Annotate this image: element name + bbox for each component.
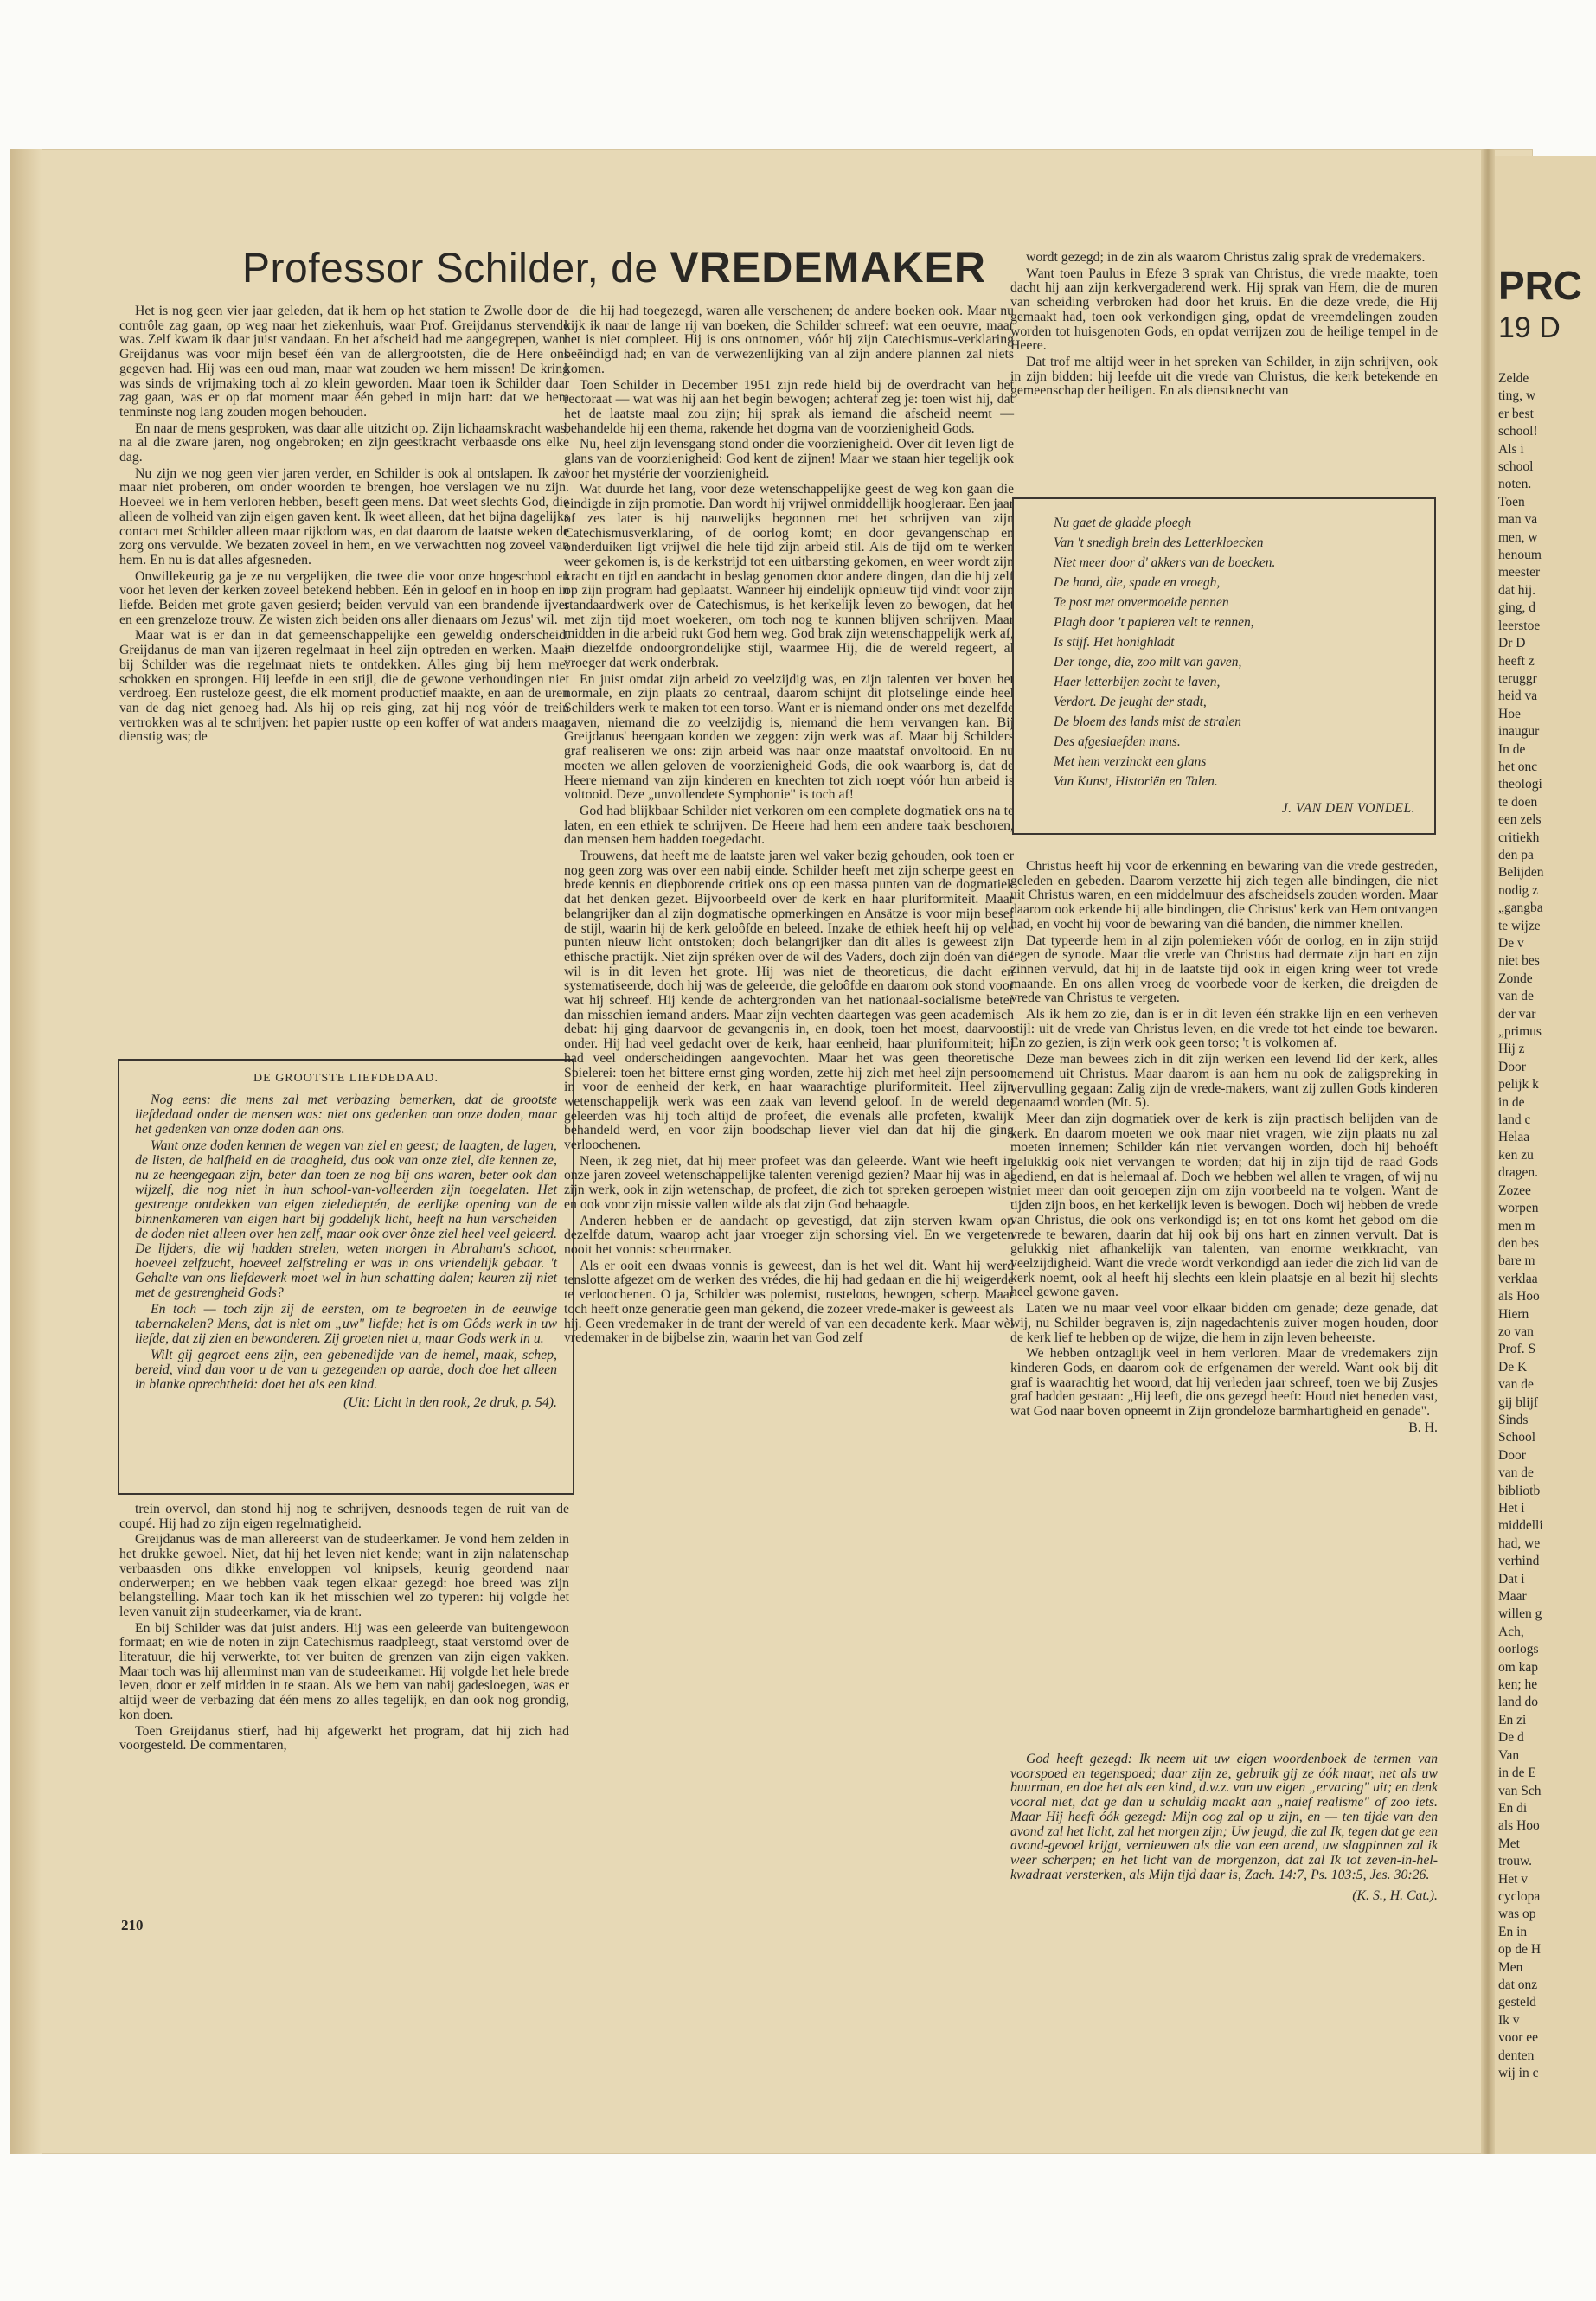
next-page-line: ging, d xyxy=(1498,600,1536,616)
next-page-line: Zelde xyxy=(1498,371,1529,386)
next-page-line: men, w xyxy=(1498,529,1538,545)
poem-line: De bloem des lands mist de stralen xyxy=(1054,715,1241,729)
next-page-line: worpen xyxy=(1498,1201,1539,1216)
next-page-line: bibliotb xyxy=(1498,1483,1541,1498)
paragraph: Greijdanus was de man allereerst van de studeerkamer. Je vond hem zelden in het drukke gewoel. Niet, dat hij het leven niet kende; want in zijn nalatenschap verbaasden ons dikke enveloppen vol knipsels, keurig geordend naar onderwerpen; en we hebben vaak tegen elkaar gezegd: hoe breed was zijn belangstelling. Maar toch kan ik het misschien wel zo typeren: hij volgde het leven vanuit zijn studeerkamer, via de krant. xyxy=(119,1532,569,1619)
next-page-line: had, we xyxy=(1498,1535,1541,1551)
paragraph: Want toen Paulus in Efeze 3 sprak van Christus, die vrede maakte, toen dacht hij aan zijn kerkvergaderend werk. Hij sprak van Hem, die de muren van scheiding verbroken had door het kruis. En die deze vrede, die Hij gemaakt had, toen ook verkondigen ging, opdat de vreemdelingen zouden worden tot huisgenoten Gods, en opdat verrijzen zou de heilige tempel in de Heere. xyxy=(1010,266,1438,354)
next-page-line: Dat i xyxy=(1498,1571,1525,1586)
next-page-line: men m xyxy=(1498,1218,1535,1234)
next-page-line: om kap xyxy=(1498,1659,1539,1675)
next-page-line: te doen xyxy=(1498,794,1538,810)
paragraph: Anderen hebben er de aandacht op gevestigd, dat zijn sterven kwam op dezelfde datum, waarop acht jaar vroeger zijn schorsing viel. En we vergeten nooit het vonnis: scheurmaker. xyxy=(564,1213,1014,1257)
next-page-line: Hoe xyxy=(1498,706,1521,721)
title-emphasis: VREDEMAKER xyxy=(670,243,987,292)
next-page-column xyxy=(1498,370,1593,2082)
poem-line: De hand, die, spade en vroegh, xyxy=(1054,575,1221,590)
page-number: 210 xyxy=(121,1917,144,1933)
next-page-line: „primus xyxy=(1498,1024,1542,1040)
next-page-line: den pa xyxy=(1498,847,1534,862)
column-1-top xyxy=(119,304,569,747)
signature: B. H. xyxy=(1408,1420,1438,1435)
paragraph: Nu zijn we nog geen vier jaren verder, en Schilder is ook al ontslapen. Ik zal maar niet proberen, om onder woorden te brengen, hoe verslagen we nu zijn. Hoeveel we in hem verloren hebben, beseft geen mens. Dat weet slechts God, die alleen de volheid van zijn eigen gaven kent. Ik weet alleen, dat het bijna dagelijks contact met Schilder alleen maar rijkdom was, en dat daarom de laatste weken de zorg ons vervulde. We bezaten zoveel in hem, en we verwachtten nog zoveel van hem. En nu is dat alles afgesneden. xyxy=(119,465,569,567)
next-page-line: dragen. xyxy=(1498,1165,1539,1181)
poem-line: Haer letterbijen zocht te laven, xyxy=(1054,675,1221,689)
next-page-line: Door xyxy=(1498,1059,1526,1074)
next-page-line: Hiern xyxy=(1498,1306,1529,1322)
next-page-line: Prof. S xyxy=(1498,1342,1536,1357)
poem-author: J. VAN DEN VONDEL. xyxy=(1281,801,1415,816)
next-page-line: Men xyxy=(1498,1959,1523,1975)
column-3-middle xyxy=(1010,860,1438,1435)
next-page-line: Ik v xyxy=(1498,2012,1520,2028)
next-page-line: verhind xyxy=(1498,1554,1540,1569)
next-page-line: te wijze xyxy=(1498,918,1541,933)
poem-line: Verdort. De jeught der stadt, xyxy=(1054,695,1207,709)
closing-quote xyxy=(1010,1753,1438,1904)
next-page-line: zo van xyxy=(1498,1324,1534,1339)
next-page-line: van de xyxy=(1498,989,1534,1004)
next-page-line: Belijden xyxy=(1498,865,1544,881)
paragraph: Toen Schilder in December 1951 zijn rede hield bij de overdracht van het rectoraat — wat was hij aan het begin bewogen; achteraf zeg je: toen wist hij, dat het de laatste maal zou zijn; hij sprak als iemand die afscheid neemt — behandelde hij een thema, rakende het dogma van de voorzienigheid Gods. xyxy=(564,377,1014,436)
poem-line: Niet meer door d' akkers van de boecken. xyxy=(1054,555,1276,570)
paragraph: Meer dan zijn dogmatiek over de kerk is zijn practisch belijden van de kerk. En daarom moeten we ook maar niet vragen, wie zijn plaats nu zal moeten innemen; Schilder kán niet vervangen worden, doch hij behoéft gelukkig ook niet vervangen te worden; dat hij in zijn tijd de raad Gods gediend, en dat is helemaal af. Doch we hebben wel allen te vragen, of wij nu niet meer dan ooit geroepen zijn om zijn voorbeeld na te volgen. Want de tijden zijn boos, en het kerkelijk leven is bewogen. Doch wij hebben de vrede van Christus, die ook ons verkondigd is; en tot ons komt het gebod om die vrede te bewaren, daarin dat hij ook bij ons hart en zinnen vervult. Dat is gelukkig niet afhankelijk van talenten, van enorme werkkracht, van veelzijdigheid. Want die vrede wordt verkondigd aan ieder die zich lid van de kerk noemt, ook al heeft hij slechts een klein plaatsje en al bezit hij slechts heel gewone gaven. xyxy=(1010,1111,1438,1300)
next-page-line: het onc xyxy=(1498,759,1538,774)
paragraph: En juist omdat zijn arbeid zo veelzijdig was, en zijn talenten ver boven het normale, en zijn plaats zo centraal, daarom schijnt dit plotselinge einde heel Schilders werk te maken tot een torso. Want er is niemand onder ons met dezelfde gaven, niemand die zo veelzijdig is, niemand die hem vervangen kan. Bij Greijdanus' heengaan konden we zeggen: zijn werk was af. Maar bij Schilders graf realiseren we ons: zijn arbeid was naar onze maatstaf onvoltooid. En nu moeten we allen geloven de voorzienigheid Gods, die ook waarborg is, dat de Heere niemand van zijn kinderen en knechten tot zich roept vóór hun arbeid is voltooid. Deze „unvollendete Symphonie" is toch af! xyxy=(564,671,1014,803)
next-page-line: pelijk k xyxy=(1498,1077,1539,1093)
next-page-line: van de xyxy=(1498,1377,1534,1393)
paragraph: Trouwens, dat heeft me de laatste jaren wel vaker bezig gehouden, ook toen er nog geen zorg was over een nabij einde. Schilder heeft met zijn scherpe geest en brede kennis en diepborende critiek ons op een massa punten van de dogmatiek dat het denken gezet. Bijvoorbeeld over de kerk en haar pluriformiteit. Maar belangrijker dan al zijn dogmatische opmerkingen en Ansätze is voor mijn besef de stijl, waarin hij de kerk geloôfde en beleed. Inzake de ethiek heeft hij op vele punten nieuw licht ontstoken; doch belangrijker dan dit alles is geweest zijn ethische practijk. Niet zijn spréken over de wil des Vaders, doch zijn doén van die wil is in dit leven het grote. Hij was niet de theoreticus, die dacht en systematiseerde, doch hij was de geleerde, die geloôfde en daarom ook stond voor wat hij schreef. Hij kende de achtergronden van het nationaal-socialisme beter dan misschien iemand anders. Maar zijn vechten daartegen was geen academisch debat: hij ging daarvoor de gevangenis in, en dook, toen het moest, daarvoor onder. Hij had veel gedacht over de kerk, haar eenheid, haar pluriformiteit; hij had veel onderscheidingen aangevochten. Maar het was geen theoretische Spielerei: toen het bittere ernst ging worden, zette hij zich met heel zijn persoon in voor de eenheid der kerk, en haar waarachtige pluriformiteit. Heel zijn wetenschappelijk werk was een zaak van levend geloof. In de wereld der geleerden was hij toch altijd de profeet, die evenals alle profeten, kwalijk behandeld werd, en voor zijn boodschap liever viel dan dat hij die ging verloochenen. xyxy=(564,849,1014,1153)
next-page-line: land do xyxy=(1498,1695,1539,1710)
paragraph: Nu, heel zijn levensgang stond onder die voorzienigheid. Over dit leven ligt de glans van de voorzienigheid: God kent de zijnen! Maar we staan hier tegelijk ook voor het mystérie der voorzienigheid. xyxy=(564,437,1014,481)
next-page-line: voor ee xyxy=(1498,2030,1539,2046)
quote-source: (K. S., H. Cat.). xyxy=(1352,1888,1438,1904)
next-page-line: Maar xyxy=(1498,1589,1527,1605)
page-gutter xyxy=(1481,149,1495,2154)
column-1-bottom xyxy=(119,1503,569,1755)
next-page-line: gesteld xyxy=(1498,1995,1536,2010)
next-page-line: school! xyxy=(1498,424,1538,439)
next-page-line: nodig z xyxy=(1498,882,1539,898)
next-page-line: er best xyxy=(1498,406,1534,421)
next-page-line: School xyxy=(1498,1430,1536,1445)
paragraph: Dat typeerde hem in al zijn polemieken vóór de oorlog, en in zijn strijd tegen de synode. Maar die vrede van Christus had dermate zijn hart en zijn zinnen vervuld, dat hij in de laatste tijd ook in eigen kring weer tot vrede maande. En ons allen vroeg de voorbede voor de kerken, die dreigden de vrede van Christus te vergeten. xyxy=(1010,933,1438,1006)
next-page-line: Dr D xyxy=(1498,636,1526,651)
next-page-line: En zi xyxy=(1498,1712,1527,1727)
next-page-line: Toen xyxy=(1498,494,1525,510)
paragraph: God had blijkbaar Schilder niet verkoren om een complete dogmatiek ons na te laten, en een ethiek te schrijven. De Heere had hem een andere taak beschoren, dan mensen hem hadden toegedacht. xyxy=(564,803,1014,848)
next-page-line: wij in c xyxy=(1498,2066,1539,2080)
poem-lines xyxy=(1054,513,1415,792)
box-paragraph: En toch — toch zijn zij de eersten, om te begroeten in de eeuwige tabernakelen? Mens, dat is niet om „uw" liefde; het is om Gôds werk in uw liefde, dat zij zien en bewonderen. Zij groeten niet u, maar Gods werk in u. xyxy=(135,1302,557,1346)
next-page-line: De K xyxy=(1498,1359,1528,1375)
next-page-line: Het i xyxy=(1498,1501,1525,1516)
box-text xyxy=(135,1093,557,1392)
next-page-line: land c xyxy=(1498,1112,1531,1128)
poem-line: Plagh door 't papieren velt te rennen, xyxy=(1054,615,1254,630)
quote-box-liefdedaad xyxy=(118,1059,574,1495)
next-page-line: leerstoe xyxy=(1498,618,1541,633)
next-page-line: oorlogs xyxy=(1498,1642,1539,1657)
next-page-line: henoum xyxy=(1498,548,1542,563)
next-page-line: op de H xyxy=(1498,1942,1542,1958)
box-title: DE GROOTSTE LIEFDEDAAD. xyxy=(253,1072,439,1085)
paragraph: Christus heeft hij voor de erkenning en bewaring van die vrede gestreden, geleden en gebeden. Daarom verzette hij zich tegen alle bindingen, die niet uit Christus waren, en een middelmuur des afscheidsels zouden worden. Maar daarom ook erkende hij alle bindingen, die Christus' kerk van Hem ontvangen had, en vocht hij voor de bewaring van dié banden, die nimmer knellen. xyxy=(1010,859,1438,932)
paragraph: En naar de mens gesproken, was daar alle uitzicht op. Zijn lichaamskracht was, na al die zware jaren, nog ongebroken; en zijn geestkracht verbaasde ons elke dag. xyxy=(119,420,569,465)
paragraph: Laten we nu maar veel voor elkaar bidden om genade; deze genade, dat wij, nu Schilder begraven is, zijn nagedachtenis zuiver mogen houden, door de kerk lief te hebben op de wijze, die hem in zijn leven beheerste. xyxy=(1010,1301,1438,1345)
poem-line: Is stijf. Het honighladt xyxy=(1054,635,1175,650)
paragraph: Dat trof me altijd weer in het spreken van Schilder, in zijn schrijven, ook in zijn bidden: hij leefde uit die vrede van Christus, die kerk betekende en gemeenschap der heiligen. En als dienstknecht van xyxy=(1010,354,1438,399)
next-page-line: was op xyxy=(1498,1907,1536,1922)
next-page-heading: PRC xyxy=(1498,263,1583,308)
poem-line: Van Kunst, Historiën en Talen. xyxy=(1054,774,1218,789)
next-page-line: inaugur xyxy=(1498,724,1540,740)
box-paragraph: Want onze doden kennen de wegen van ziel en geest; de laagten, de lagen, de listen, de halfheid en de traagheid, dus ook van onze ziel, die kennen ze, nu ze heengegaan zijn, beter dan toen ze nog bij ons waren, beter ook dan wijzelf, die nog niet in hun school-van-volleerden zijn toegelaten. Het gestrenge ontdekken van eigen zieledieptén, de eerlijke opening van de binnenkameren van eigen hart bij goddelijk licht, heeft na hun verscheiden de doden niet alleen over hen zelf, maar ook over ônze ziel heel veel geleerd. De lijders, die wij hadden strelen, weten morgen in Abraham's schoot, hoeveel zelfzucht, hoeveel zelfstreling er was in ons vriendelijk gebaar. 't Gehalte van ons liefdewerk moet wel in hun schatting dalen; keuren zij niet met de gestrengheid Gods? xyxy=(135,1138,557,1300)
paragraph: wordt gezegd; in de zin als waarom Christus zalig sprak de vredemakers. xyxy=(1026,250,1426,265)
next-page-line: heeft z xyxy=(1498,653,1535,669)
next-page-line: trouw. xyxy=(1498,1854,1533,1869)
poem-line: Van 't snedigh brein des Letterkloecken xyxy=(1054,535,1264,550)
next-page-line: school xyxy=(1498,459,1534,475)
next-page-line: Met xyxy=(1498,1836,1520,1851)
next-page-line: Sinds xyxy=(1498,1412,1529,1427)
poem-line: Des afgesiaefden mans. xyxy=(1054,734,1181,749)
next-page-line: Zonde xyxy=(1498,971,1533,986)
paragraph: Onwillekeurig ga je ze nu vergelijken, die twee die voor onze hogeschool en voor het leven der kerken zoveel betekend hebben. Eén in geloof en in hoop en in liefde. Beiden met grote gaven gesierd; beiden vervuld van een brandende ijver en een grenzeloze trouw. Ze wisten zich beiden ons aller dienaars om Jezus' wil. xyxy=(119,568,569,627)
next-page-line: En in xyxy=(1498,1924,1528,1939)
next-page-line: De d xyxy=(1498,1730,1524,1746)
next-page-line: theologi xyxy=(1498,777,1542,792)
next-page-line: In de xyxy=(1498,741,1526,757)
next-page-line: willen g xyxy=(1498,1606,1542,1622)
next-page-line: De v xyxy=(1498,936,1524,951)
next-page-line: Door xyxy=(1498,1447,1526,1463)
next-page-line: ken zu xyxy=(1498,1147,1534,1163)
next-page-line: van Sch xyxy=(1498,1783,1542,1798)
box-paragraph: Wilt gij gegroet eens zijn, een gebenedijde van de hemel, maak, schep, bereid, vind dan voor u de van u gezegenden op aarde, doch doe het alleen in blanke oprechtheid: doet het als een kind. xyxy=(135,1348,557,1392)
poem-line: Nu gaet de gladde ploegh xyxy=(1054,516,1192,530)
next-page-line: gij blijf xyxy=(1498,1394,1539,1410)
quote-text: God heeft gezegd: Ik neem uit uw eigen woordenboek de termen van voorspoed en tegenspoed; daar zijn ze, gebruik gij ze óók maar, net als uw buurman, en doe het als een kind, d.w.z. van uw eigen „ervaring" uit; en denk vooral niet, dat ge dan u schuldig maakt aan „naief realisme" of zoo iets. Maar Hij heeft óók gezegd: Mijn oog zal op u zijn, en — ten tijde van den avond zal het licht, zal het morgen zijn; Uw jeugd, die zal Ik, tegen dat ge een avond-gevoel krijgt, vernieuwen als die van een arend, uw slagpinnen zal ik weer scherpen; en het licht van de morgenzon, dat zal Ik tot zeven-in-hel-kwadraat versterken, als Mijn tijd daar is, Zach. 14:7, Ps. 103:5, Jes. 30:26. xyxy=(1010,1752,1438,1882)
next-page-line: dat onz xyxy=(1498,1977,1538,1992)
paragraph: die hij had toegezegd, waren alle verschenen; de andere boeken ook. Maar nu kijk ik naar de lange rij van boeken, die Schilder schreef: wat een oeuvre, maar het is niet compleet. Hij is ons ontnomen, vóór hij zijn Catechismus-verklaring beëindigd had; en van de verwezenlijking van al zijn andere plannen zal niets komen. xyxy=(564,304,1014,376)
next-page-line: critiekh xyxy=(1498,830,1540,845)
next-page-line: En di xyxy=(1498,1800,1528,1816)
poem-line: Der tonge, die, zoo milt van gaven, xyxy=(1054,655,1242,670)
article-title xyxy=(242,242,986,292)
paragraph: Maar wat is er dan in dat gemeenschappelijke een geweldig onderscheid. Greijdanus de man van ijzeren regelmaat in heel zijn optreden en werken. Maar bij Schilder was die regelmaat niets te ontdekken. Alles ging bij hem met schokken en sprongen. Hij leefde in een stijl, die de gewone verhoudingen niet verdroeg. Een rusteloze geest, die elk moment productief maakte, en aan de uren van de dag niet genoeg had. Als hij op reis ging, zat hij nog vóór de trein vertrokken was al te schrijven: het papier rustte op een koffer of wat anders maar dienstig was; de xyxy=(119,628,569,745)
next-page-line: ting, w xyxy=(1498,388,1536,404)
next-page-line: een zels xyxy=(1498,812,1542,828)
next-page-line: als Hoo xyxy=(1498,1289,1540,1304)
next-page-line: Van xyxy=(1498,1747,1520,1763)
next-page-line: denten xyxy=(1498,2048,1535,2063)
paragraph: En bij Schilder was dat juist anders. Hij was een geleerde van buitengewoon formaat; en wie de noten in zijn Catechismus raadpleegt, staat verstomd over de literatuur, die hij verwerkte, tot ver buiten de grenzen van zijn eigen vakken. Maar toch was hij allerminst man van de studeerkamer. Hij volgde het hele brede leven, door er zelf midden in te staan. Als we hem van nabij gadesloegen, was er altijd weer de verbazing dat één mens zo alles tegelijk, en dan ook nog grondig, kon doen. xyxy=(119,1620,569,1722)
paragraph: Neen, ik zeg niet, dat hij meer profeet was dan geleerde. Want wie heeft in onze jaren zoveel wetenschappelijke talenten verenigd gezien? Maar hij was in al zijn werk, ook in zijn wetenschap, de profeet, die zich tot spreken geroepen wist, en ook voor zijn missie vallen wilde als dat zijn God behaagde. xyxy=(564,1153,1014,1212)
next-page-line: van de xyxy=(1498,1465,1534,1481)
next-page-subheading: 19 D xyxy=(1498,311,1561,344)
next-page-line: Ach, xyxy=(1498,1624,1524,1639)
next-page-line: Zozee xyxy=(1498,1183,1531,1198)
next-page-line: als Hoo xyxy=(1498,1818,1540,1834)
paragraph: Deze man bewees zich in dit zijn werken een levend lid der kerk, alles nemend uit Christus. Maar daarom is aan hem nu ook de zaligspreking in vervulling gegaan: Zalig zijn de vrede-makers, want zij zullen Gods kinderen genaamd worden (Mt. 5). xyxy=(1010,1052,1438,1111)
next-page-line: Helaa xyxy=(1498,1130,1530,1145)
paragraph: We hebben ontzaglijk veel in hem verloren. Maar de vredemakers zijn kinderen Gods, en daarom ook de erfgenamen der wereld. Want ook bij dit graf is waarachtig het woord, dat hij verleden jaar schreef, toen we bij Zusjes graf hadden gestaan: „Hij leeft, die ons gezegd heeft: Houd niet beneden vast, wat God naar boven opneemt in Zijn grondeloze barmhartigheid en genade". xyxy=(1010,1346,1438,1420)
box-paragraph: Nog eens: die mens zal met verbazing bemerken, dat de grootste liefdedaad onder de mensen was: niet ons gedenken aan onze doden, maar het gedenken van onze doden aan ons. xyxy=(135,1093,557,1137)
next-page-line: niet bes xyxy=(1498,953,1540,969)
poem-line: Met hem verzinckt een glans xyxy=(1054,754,1207,769)
next-page-line: bare m xyxy=(1498,1253,1535,1269)
next-page-line: „gangba xyxy=(1498,901,1543,916)
next-page-line: Hij z xyxy=(1498,1042,1525,1057)
next-page-line: Als i xyxy=(1498,441,1524,457)
paragraph: Als ik hem zo zie, dan is er in dit leven één strakke lijn en een verheven stijl: uit de vrede van Christus leven, en die vrede tot het einde toe bewaren. En zo gezien, is zijn werk ook geen torso; 't is volkomen af. xyxy=(1010,1007,1438,1051)
next-page-line: in de xyxy=(1498,1094,1525,1110)
column-2 xyxy=(564,304,1014,1348)
next-page-line: dat hij. xyxy=(1498,582,1536,598)
paragraph: Het is nog geen vier jaar geleden, dat ik hem op het station te Zwolle door de contrôle zag gaan, op weg naar het ziekenhuis, waar Prof. Greijdanus stervende was. Zelf kwam ik daar juist vandaan. En het afscheid had me aangegrepen, want Greijdanus was voor mijn besef één van de allergrootsten, die de Here ons gegeven had. Hij was een oud man, maar wat zouden we hem missen! De kring was sinds de vrijmaking toch al zo klein geworden. Maar toen ik Schilder daar zag gaan, was er op dat moment maar één gebed in mijn hart: dat we hem tenminste nog lang zouden mogen behouden. xyxy=(119,304,569,420)
poem-line: Te post met onvermoeide pennen xyxy=(1054,595,1229,610)
next-page-line: in de E xyxy=(1498,1766,1536,1781)
next-page-line: meester xyxy=(1498,565,1541,580)
next-page-line: Het v xyxy=(1498,1871,1529,1887)
paragraph: Toen Greijdanus stierf, had hij afgewerkt het program, dat hij zich had voorgesteld. De commentaren, xyxy=(119,1723,569,1753)
next-page-line: teruggr xyxy=(1498,670,1537,686)
box-source: (Uit: Licht in den rook, 2e druk, p. 54). xyxy=(343,1395,557,1410)
next-page-line: der var xyxy=(1498,1006,1536,1022)
title-prefix: Professor Schilder, de xyxy=(242,246,658,292)
next-page-line: noten. xyxy=(1498,477,1532,492)
next-page-line: man va xyxy=(1498,512,1538,528)
next-page-line: ken; he xyxy=(1498,1677,1538,1693)
next-page-line: heid va xyxy=(1498,689,1538,704)
column-3-top xyxy=(1010,251,1438,401)
next-page-line: den bes xyxy=(1498,1235,1539,1251)
paragraph: Wat duurde het lang, voor deze wetenschappelijke geest de weg kon gaan die eindigde in zijn promotie. Dan wordt hij vrijwel onmiddellijk hoogleraar. Een jaar of zes later is hij nauwelijks begonnen met het schrijven van zijn Catechismusverklaring, of de oorlog komt; en door gevangenschap en onderduiken ligt vrijwel die hele tijd zijn arbeid stil. Als de tijd om te werken weer gekomen is, is de kerkstrijd tot een uitbarsting gekomen, en weer wordt zijn kracht en tijd en aandacht in beslag genomen door andere dingen, dan die hij zelf op zijn program had geplaatst. Wanneer hij eindelijk opnieuw tijd vindt voor zijn standaardwerk over de Catechismus, is het kerkelijk leven zo bewogen, dat het met zijn tijd moet woekeren, om toch nog te kunnen blijven schrijven. Maar midden in die arbeid rukt God hem weg. God brak zijn wetenschappelijk werk af, in diezelfde ondoorgrondelijke stijl, waarmee Hij, die de wereld regeert, al vroeger dat werk onderbrak. xyxy=(564,482,1014,670)
next-page-line: cyclopa xyxy=(1498,1888,1541,1904)
next-page-line: middelli xyxy=(1498,1518,1543,1534)
next-page-line: verklaa xyxy=(1498,1271,1538,1286)
paragraph: trein overvol, dan stond hij nog te schrijven, desnoods tegen de ruit van de coupé. Hij had zo zijn eigen regelmatigheid. xyxy=(119,1502,569,1531)
poem-box-vondel xyxy=(1012,497,1436,835)
paragraph: Als er ooit een dwaas vonnis is geweest, dan is het wel dit. Want hij werd tenslotte afgezet om de werken des vrédes, die hij had gedaan en die hij weigerde te verloochenen. O ja, Schilder was polemist, rusteloos, bewogen, scherp. Maar toch heeft onze generatie geen man gekend, die zozeer vrede-maker is geweest als hij. Geen vredemaker in de trant der wereld of van een decadente kerk. Maar wèl vredemaker in de bijbelse zin, waarin het van God zelf xyxy=(564,1258,1014,1346)
